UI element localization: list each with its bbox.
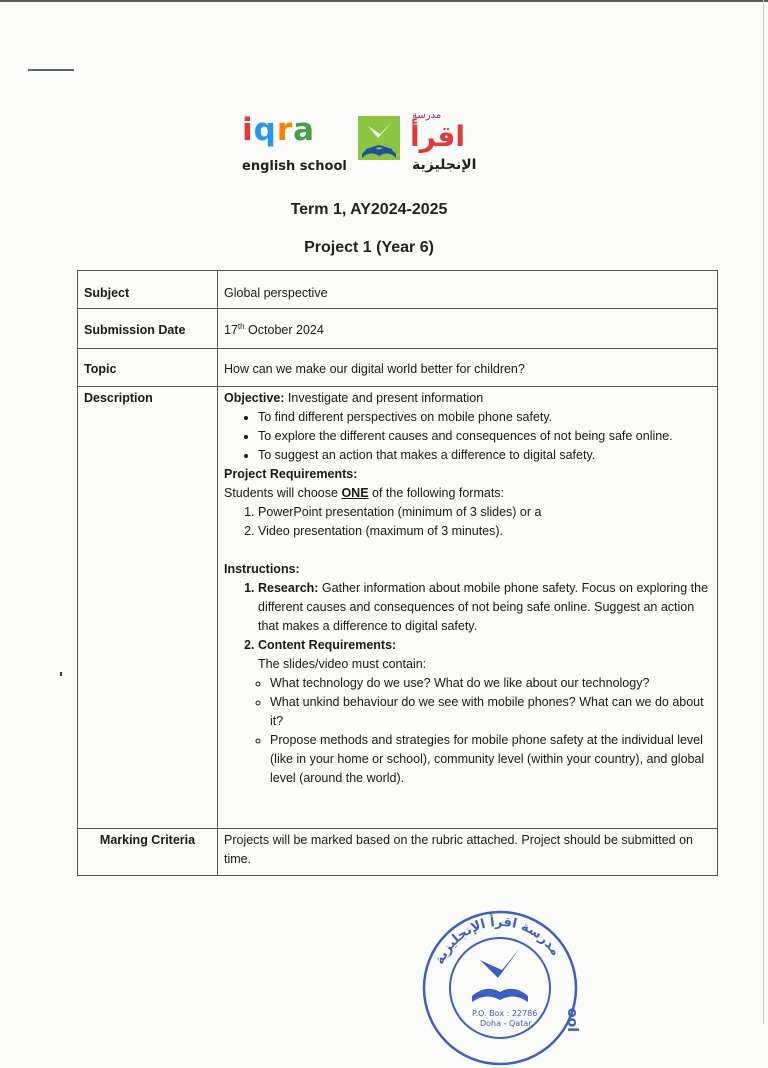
- content-intro: The slides/video must contain:: [258, 657, 427, 671]
- table-row-description: [78, 387, 718, 829]
- objective-label: Objective:: [224, 391, 285, 405]
- subject-label: Subject: [78, 271, 218, 309]
- topic-value: How can we make our digital world better for children?: [218, 349, 718, 387]
- spacer: [224, 541, 711, 560]
- page-top-edge: [0, 0, 768, 2]
- stamp-book-icon: [472, 989, 528, 1002]
- page-right-edge: [763, 0, 764, 1024]
- content-label: Content Requirements:: [258, 638, 397, 652]
- choose-line: [224, 484, 711, 503]
- list-item: 1. PowerPoint presentation (minimum of 3 slides) or a: [258, 503, 711, 522]
- submission-day: 17: [224, 323, 238, 337]
- logo-arabic-school-word: مدرسة: [412, 110, 442, 121]
- choose-after: of the following formats:: [368, 486, 505, 500]
- logo-arabic-english: الإنجليزية: [412, 157, 477, 173]
- topic-label: Topic: [78, 349, 218, 387]
- stamp-ring-path: مدرسة اقرأ الإنجليزية: [432, 914, 563, 967]
- list-item: ◦ What unkind behaviour do we see with mobile phones? What can we do about it?: [270, 693, 711, 731]
- instructions-list: [224, 579, 711, 788]
- submission-value: [218, 309, 718, 349]
- objectives-list: [224, 408, 711, 465]
- marking-label: Marking Criteria: [78, 829, 218, 876]
- stamp-city: Doha - Qatar: [480, 1019, 532, 1028]
- choose-before: Students will choose: [224, 486, 342, 500]
- project-heading: Project 1 (Year 6): [304, 239, 434, 256]
- logo-letter: i: [242, 112, 254, 148]
- list-item: • To suggest an action that makes a difference to digital safety.: [258, 446, 711, 465]
- table-row-subject: [78, 271, 718, 309]
- list-item: [258, 579, 711, 636]
- logo-arabic-name-text: اقرأ: [410, 120, 465, 153]
- table-row-topic: [78, 349, 718, 387]
- description-value: [218, 387, 718, 829]
- research-text: Gather information about mobile phone safety. Focus on exploring the different causes and consequences of not being safe online. Suggest an action that makes a difference to digital safety.: [258, 581, 709, 633]
- scan-dot: [60, 672, 62, 676]
- logo-letter: a: [293, 112, 316, 148]
- stamp-side-text: ool: [564, 1008, 580, 1033]
- requirements-heading: Project Requirements:: [224, 467, 358, 481]
- list-item: • To find different perspectives on mobile phone safety.: [258, 408, 711, 427]
- submission-suffix: th: [237, 321, 245, 331]
- project-details-table: [77, 270, 718, 876]
- table-row-marking: [78, 829, 718, 876]
- school-stamp: [420, 908, 580, 1068]
- submission-month-year: October 2024: [244, 323, 324, 337]
- formats-list: [224, 503, 711, 541]
- description-label: Description: [78, 387, 218, 829]
- logo-latin-wordmark: [242, 112, 315, 148]
- bird-over-open-book-icon: [358, 116, 400, 160]
- school-logo: [240, 110, 530, 182]
- stamp-ring-text: [432, 913, 562, 967]
- stamp-bird-icon: [480, 948, 520, 978]
- table-row-submission: [78, 309, 718, 349]
- list-item: ◦ What technology do we use? What do we like about our technology?: [270, 674, 711, 693]
- objective-text: Investigate and present information: [284, 391, 484, 405]
- term-heading: Term 1, AY2024-2025: [290, 201, 448, 218]
- marking-value: Projects will be marked based on the rubric attached. Project should be submitted on time.: [218, 829, 718, 876]
- objective-line: [224, 389, 711, 408]
- logo-english-school: english school: [242, 159, 347, 174]
- list-item: ◦ Propose methods and strategies for mobile phone safety at the individual level (like in your home or school), community level (within your country), and global level (around the world).: [270, 731, 711, 788]
- content-list: [224, 674, 711, 788]
- logo-letter: r: [276, 112, 294, 148]
- list-item: 2. Video presentation (maximum of 3 minutes).: [258, 522, 711, 541]
- choose-one: ONE: [341, 486, 369, 500]
- subject-value: Global perspective: [218, 271, 718, 309]
- logo-arabic-name: [410, 120, 465, 153]
- stamp-po-box: P.O. Box : 22786: [472, 1009, 538, 1018]
- list-item: [258, 636, 711, 788]
- submission-label: Submission Date: [78, 309, 218, 349]
- research-label: Research:: [258, 581, 319, 595]
- logo-letter: q: [253, 112, 277, 148]
- list-item: • To explore the different causes and consequences of not being safe online.: [258, 427, 711, 446]
- instructions-heading: Instructions:: [224, 562, 300, 576]
- scan-mark: [28, 69, 74, 71]
